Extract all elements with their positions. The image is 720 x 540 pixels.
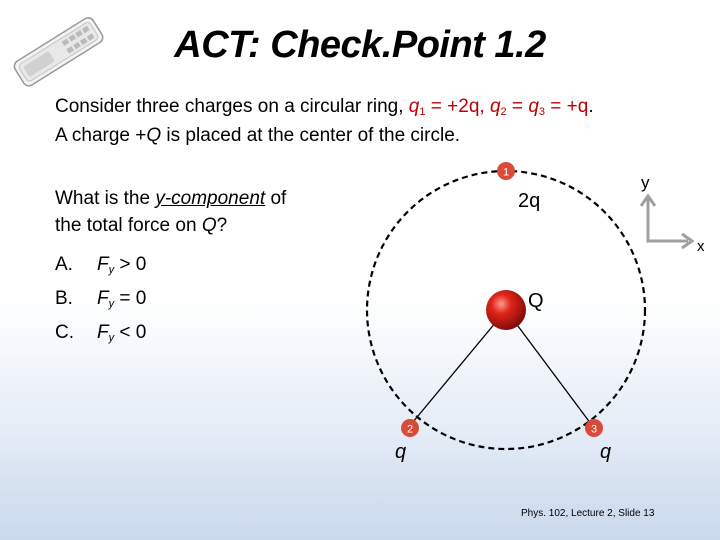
question-line-2: the total force on Q? (55, 215, 228, 236)
center-charge-ball (486, 290, 526, 330)
spoke-to-charge-2 (408, 310, 506, 428)
charge-1-label: 2q (518, 190, 541, 212)
option-b[interactable]: B. $F_y = 0$ (55, 288, 147, 310)
charge-2-marker-number: 2 (406, 423, 414, 436)
charge-3-label: q (600, 441, 612, 463)
spoke-to-charge-3 (506, 310, 594, 428)
intro-text: Consider three charges on a circular ring, (55, 96, 409, 117)
intro-line-1: Consider three charges on a circular ring, $q_1 = +2q$, $q_2 = q_3 = +q$. (55, 96, 594, 118)
axis-y-label: y (641, 173, 650, 192)
center-charge-label: Q (528, 290, 544, 312)
option-c[interactable]: C. $F_y < 0$ (55, 322, 147, 344)
question-line-1: What is the y-component of (55, 188, 287, 209)
axis-x-label: x (697, 238, 705, 255)
charge-1-marker-number: 1 (502, 166, 510, 179)
slide-title: ACT: Check.Point 1.2 (174, 24, 546, 66)
axes-icon (641, 196, 692, 248)
q1-expression: $q_1 = +2q$, $q_2 = q_3 = +q$ (408, 96, 589, 118)
charge-2-label: q (395, 441, 407, 463)
slide-footer: Phys. 102, Lecture 2, Slide 13 (521, 508, 655, 519)
intro-line-2: A charge +Q is placed at the center of the circle. (55, 125, 461, 146)
charge-3-marker-number: 3 (590, 423, 598, 436)
option-a[interactable]: A. $F_y > 0$ (55, 254, 147, 276)
